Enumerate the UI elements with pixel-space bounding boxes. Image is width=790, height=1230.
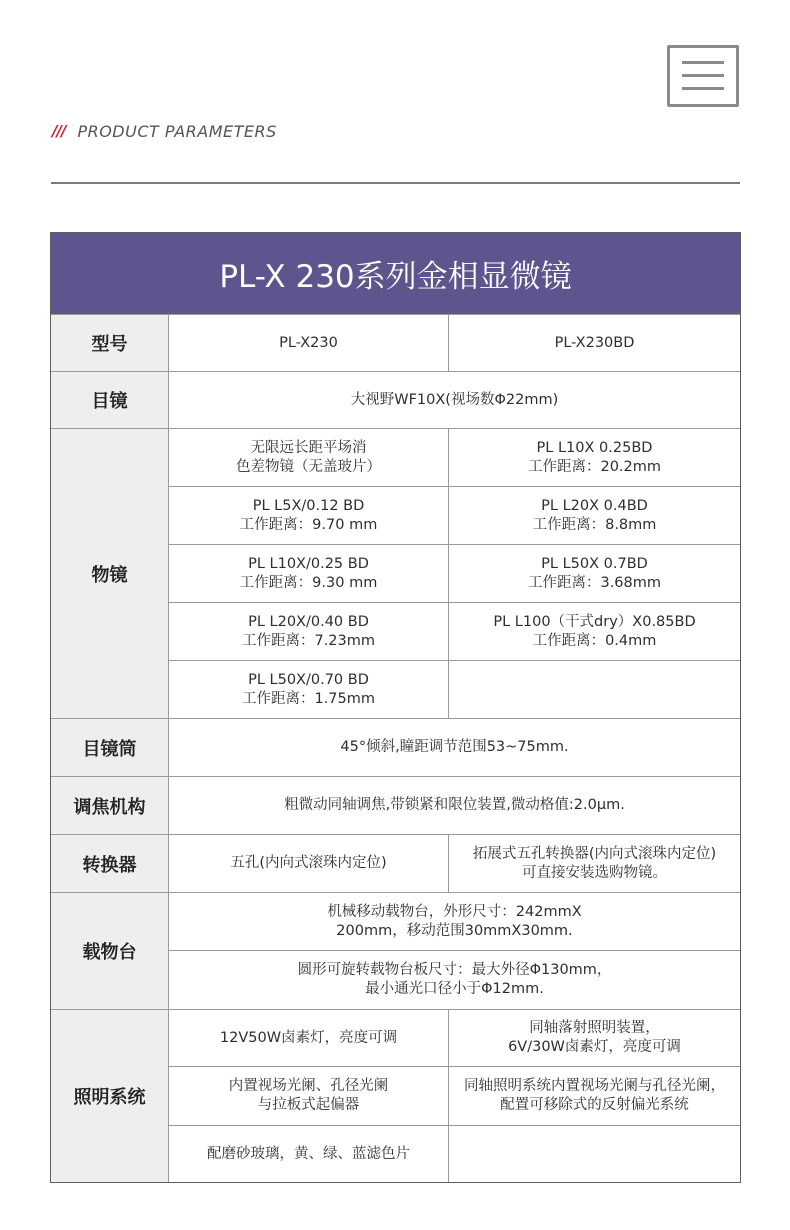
row-label: 目镜筒 bbox=[51, 719, 169, 776]
section-mark: /// bbox=[52, 122, 66, 140]
objective-cell bbox=[449, 661, 740, 718]
row-eyepiece bbox=[51, 371, 740, 428]
stage-value: 圆形可旋转载物台板尺寸：最大外径Φ130mm， 最小通光口径小于Φ12mm. bbox=[297, 962, 612, 997]
row-stage bbox=[51, 892, 740, 1009]
menu-icon-bar bbox=[682, 74, 724, 77]
objective-cell: PL L50X 0.7BD 工作距离：3.68mm bbox=[527, 555, 662, 591]
illumination-cell: 同轴照明系统内置视场光阑与孔径光阑， 配置可移除式的反射偏光系统 bbox=[464, 1078, 725, 1113]
model-cell: PL-X230BD bbox=[554, 334, 635, 351]
row-label: 调焦机构 bbox=[51, 777, 169, 834]
tube-value: 45°倾斜,瞳距调节范围53~75mm. bbox=[340, 739, 569, 755]
nosepiece-cell: 五孔(内向式滚珠内定位) bbox=[169, 835, 449, 892]
objective-cell: PL L20X 0.4BD 工作距离：8.8mm bbox=[532, 497, 657, 533]
divider bbox=[51, 182, 740, 184]
illumination-cell: 配磨砂玻璃，黄、绿、蓝滤色片 bbox=[169, 1126, 449, 1182]
eyepiece-value: 大视野WF10X(视场数Φ22mm) bbox=[350, 391, 559, 408]
row-label: 转换器 bbox=[51, 835, 169, 892]
row-label: 载物台 bbox=[51, 893, 169, 1009]
table-title: PL-X 230系列金相显微镜 bbox=[51, 233, 740, 314]
objective-cell: PL L10X 0.25BD 工作距离：20.2mm bbox=[527, 439, 662, 475]
row-tube bbox=[51, 718, 740, 776]
model-cell: PL-X230 bbox=[169, 315, 449, 371]
illumination-cell: 内置视场光阑、孔径光阑 与拉板式起偏器 bbox=[169, 1067, 449, 1125]
row-label: 物镜 bbox=[51, 429, 169, 718]
menu-icon[interactable] bbox=[667, 45, 739, 107]
spec-table bbox=[50, 232, 741, 1183]
objective-cell: PL L100（干式dry）X0.85BD 工作距离：0.4mm bbox=[493, 613, 696, 649]
nosepiece-cell: 拓展式五孔转换器(内向式滚珠内定位) 可直接安装选购物镜。 bbox=[472, 845, 717, 881]
row-illumination bbox=[51, 1009, 740, 1182]
menu-icon-bar bbox=[682, 61, 724, 64]
row-label: 照明系统 bbox=[51, 1010, 169, 1182]
illumination-cell: 12V50W卤素灯，亮度可调 bbox=[169, 1010, 449, 1066]
row-nosepiece bbox=[51, 834, 740, 892]
row-focus bbox=[51, 776, 740, 834]
row-objective bbox=[51, 428, 740, 718]
menu-icon-bar bbox=[682, 87, 724, 90]
objective-cell: PL L20X/0.40 BD 工作距离：7.23mm bbox=[169, 603, 449, 660]
objective-cell: PL L5X/0.12 BD 工作距离：9.70 mm bbox=[169, 487, 449, 544]
illumination-cell bbox=[449, 1126, 740, 1182]
row-label: 型号 bbox=[51, 315, 169, 371]
objective-cell: PL L10X/0.25 BD 工作距离：9.30 mm bbox=[169, 545, 449, 602]
objective-cell: 无限远长距平场消 色差物镜（无盖玻片） bbox=[169, 429, 449, 486]
focus-value: 粗微动同轴调焦,带锁紧和限位装置,微动格值:2.0μm. bbox=[284, 797, 625, 813]
section-heading bbox=[52, 121, 277, 141]
row-model bbox=[51, 314, 740, 371]
section-title: PRODUCT PARAMETERS bbox=[77, 121, 277, 141]
illumination-cell: 同轴落射照明装置， 6V/30W卤素灯，亮度可调 bbox=[508, 1020, 681, 1055]
objective-cell: PL L50X/0.70 BD 工作距离：1.75mm bbox=[169, 661, 449, 718]
stage-value: 机械移动载物台，外形尺寸：242mmX 200mm，移动范围30mmX30mm. bbox=[327, 903, 582, 939]
row-label: 目镜 bbox=[51, 372, 169, 428]
